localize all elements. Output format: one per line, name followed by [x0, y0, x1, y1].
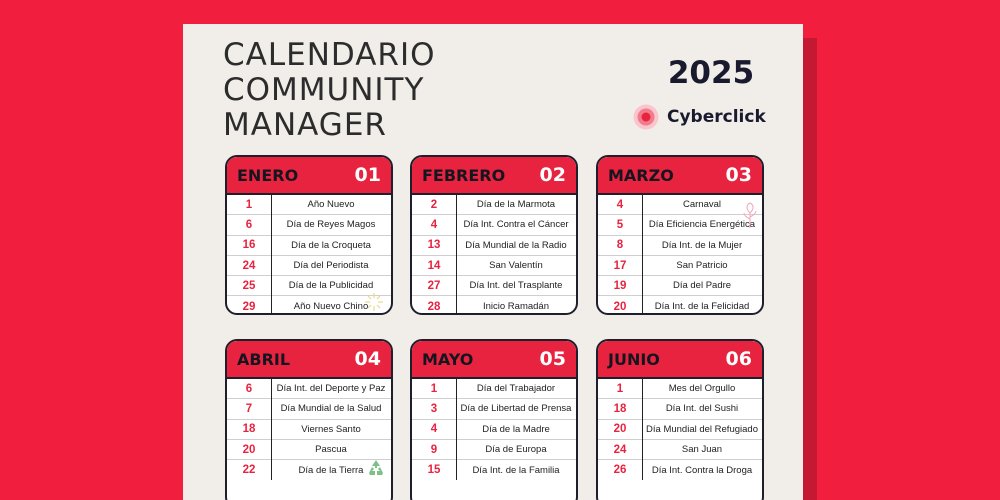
- cyberclick-logo-icon: [633, 104, 659, 130]
- event-day: 22: [242, 464, 256, 477]
- event-label: Día de la Publicidad: [288, 280, 374, 292]
- month-number: 06: [725, 348, 752, 370]
- month-name: FEBRERO: [422, 165, 506, 185]
- event-day: 6: [245, 218, 253, 231]
- event-label: Día Mundial de la Salud: [280, 403, 382, 415]
- event-row: [598, 296, 762, 315]
- event-day: 1: [616, 382, 624, 395]
- event-row: [412, 276, 576, 296]
- event-day: 15: [427, 464, 441, 477]
- event-row: [598, 256, 762, 276]
- month-number: 05: [539, 348, 566, 370]
- event-label: Día de la Croqueta: [291, 239, 371, 251]
- event-label: Año Nuevo Chino: [293, 301, 369, 313]
- month-name: ENERO: [237, 165, 299, 185]
- year-label: 2025: [667, 55, 755, 91]
- event-row: [598, 195, 762, 215]
- event-day: 24: [613, 443, 627, 456]
- event-row: [598, 215, 762, 235]
- month-header: [598, 341, 762, 379]
- event-label: Día de Europa: [485, 444, 547, 456]
- month-header: [598, 157, 762, 195]
- event-label: San Valentín: [489, 260, 543, 272]
- event-day: 16: [242, 239, 256, 252]
- event-row: [412, 379, 576, 399]
- event-label: Pascua: [315, 444, 347, 456]
- event-label: Carnaval: [682, 199, 722, 211]
- month-header: [412, 157, 576, 195]
- event-label: Día de Reyes Magos: [286, 219, 376, 231]
- month-header: [227, 341, 391, 379]
- event-row: [227, 256, 391, 276]
- month-name: JUNIO: [608, 349, 660, 369]
- page-title: [223, 38, 436, 143]
- month-number: 01: [354, 164, 381, 186]
- event-label: Día de la Madre: [482, 423, 550, 435]
- event-row: [598, 236, 762, 256]
- event-label: Día Eficiencia Energética: [648, 219, 756, 231]
- month-name: MARZO: [608, 165, 674, 185]
- month-number: 03: [725, 164, 752, 186]
- event-label: Inicio Ramadán: [482, 301, 549, 313]
- month-card-marzo: [596, 155, 764, 315]
- event-row: [412, 460, 576, 480]
- event-day: 13: [427, 239, 441, 252]
- event-day: 17: [613, 259, 627, 272]
- event-row: [227, 440, 391, 460]
- event-day: 1: [430, 382, 438, 395]
- month-name: MAYO: [422, 349, 474, 369]
- event-row: [598, 399, 762, 419]
- event-row: [598, 460, 762, 480]
- brand-name: Cyberclick: [667, 107, 766, 127]
- event-label: Día Mundial del Refugiado: [646, 423, 758, 435]
- event-day: 4: [616, 198, 624, 211]
- event-row: [227, 379, 391, 399]
- event-row: [598, 276, 762, 296]
- event-day: 14: [427, 259, 441, 272]
- event-label: Día del Periodista: [293, 260, 369, 272]
- event-list: [412, 195, 576, 315]
- title-line-1: CALENDARIO: [223, 37, 436, 73]
- event-label: Día Mundial de la Radio: [465, 239, 567, 251]
- event-label: Día Int. de la Felicidad: [654, 301, 750, 313]
- event-row: [227, 236, 391, 256]
- event-day: 27: [427, 279, 441, 292]
- event-day: 20: [613, 423, 627, 436]
- event-row: [598, 379, 762, 399]
- event-row: [412, 296, 576, 315]
- event-day: 18: [242, 423, 256, 436]
- event-day: 2: [430, 198, 438, 211]
- event-row: [598, 420, 762, 440]
- event-day: 1: [245, 198, 253, 211]
- event-row: [412, 195, 576, 215]
- event-label: Mes del Orgullo: [668, 383, 736, 395]
- event-label: Viernes Santo: [301, 423, 361, 435]
- event-day: 7: [245, 402, 253, 415]
- event-row: [598, 440, 762, 460]
- event-label: Día Int. Contra el Cáncer: [463, 219, 569, 231]
- month-header: [412, 341, 576, 379]
- event-label: Día Int. del Deporte y Paz: [276, 383, 386, 395]
- event-label: Día Int. de la Mujer: [661, 239, 743, 251]
- title-line-2: COMMUNITY: [223, 72, 425, 108]
- event-list: [598, 379, 762, 480]
- month-header: [227, 157, 391, 195]
- event-label: Día Int. Contra la Droga: [651, 464, 753, 476]
- event-row: [227, 296, 391, 315]
- brand: [633, 102, 766, 132]
- month-card-mayo: [410, 339, 578, 500]
- event-day: 6: [245, 382, 253, 395]
- event-row: [227, 195, 391, 215]
- event-label: San Juan: [681, 444, 723, 456]
- month-number: 04: [354, 348, 381, 370]
- title-line-3: MANAGER: [223, 107, 387, 143]
- event-day: 4: [430, 218, 438, 231]
- event-label: Día del Padre: [672, 280, 732, 292]
- event-row: [227, 215, 391, 235]
- event-label: Día Int. del Trasplante: [469, 280, 563, 292]
- event-label: Día Int. del Sushi: [665, 403, 739, 415]
- event-day: 20: [242, 443, 256, 456]
- month-name: ABRIL: [237, 349, 291, 369]
- month-card-febrero: [410, 155, 578, 315]
- event-row: [412, 256, 576, 276]
- event-day: 4: [430, 423, 438, 436]
- month-card-enero: [225, 155, 393, 315]
- event-day: 19: [613, 279, 627, 292]
- event-row: [227, 460, 391, 480]
- event-row: [227, 399, 391, 419]
- event-label: Día de la Tierra: [298, 464, 364, 476]
- event-label: Día de Libertad de Prensa: [460, 403, 572, 415]
- event-label: Día Int. de la Familia: [472, 464, 560, 476]
- event-row: [412, 420, 576, 440]
- event-label: San Patricio: [676, 260, 728, 272]
- event-day: 20: [613, 300, 627, 313]
- event-label: Año Nuevo: [307, 199, 355, 211]
- event-day: 9: [430, 443, 438, 456]
- event-day: 25: [242, 279, 256, 292]
- event-day: 18: [613, 402, 627, 415]
- event-row: [412, 215, 576, 235]
- event-list: [227, 379, 391, 480]
- event-label: Día del Trabajador: [476, 383, 556, 395]
- event-row: [227, 420, 391, 440]
- event-day: 28: [427, 300, 441, 313]
- event-list: [227, 195, 391, 315]
- event-day: 24: [242, 259, 256, 272]
- event-list: [412, 379, 576, 480]
- event-day: 3: [430, 402, 438, 415]
- event-row: [412, 440, 576, 460]
- event-row: [412, 399, 576, 419]
- month-number: 02: [539, 164, 566, 186]
- calendar-sheet: [183, 24, 803, 500]
- event-list: [598, 195, 762, 315]
- event-row: [412, 236, 576, 256]
- month-card-junio: [596, 339, 764, 500]
- event-day: 29: [242, 300, 256, 313]
- event-label: Día de la Marmota: [476, 199, 556, 211]
- event-day: 5: [616, 218, 624, 231]
- month-card-abril: [225, 339, 393, 500]
- event-day: 26: [613, 464, 627, 477]
- event-row: [227, 276, 391, 296]
- event-day: 8: [616, 239, 624, 252]
